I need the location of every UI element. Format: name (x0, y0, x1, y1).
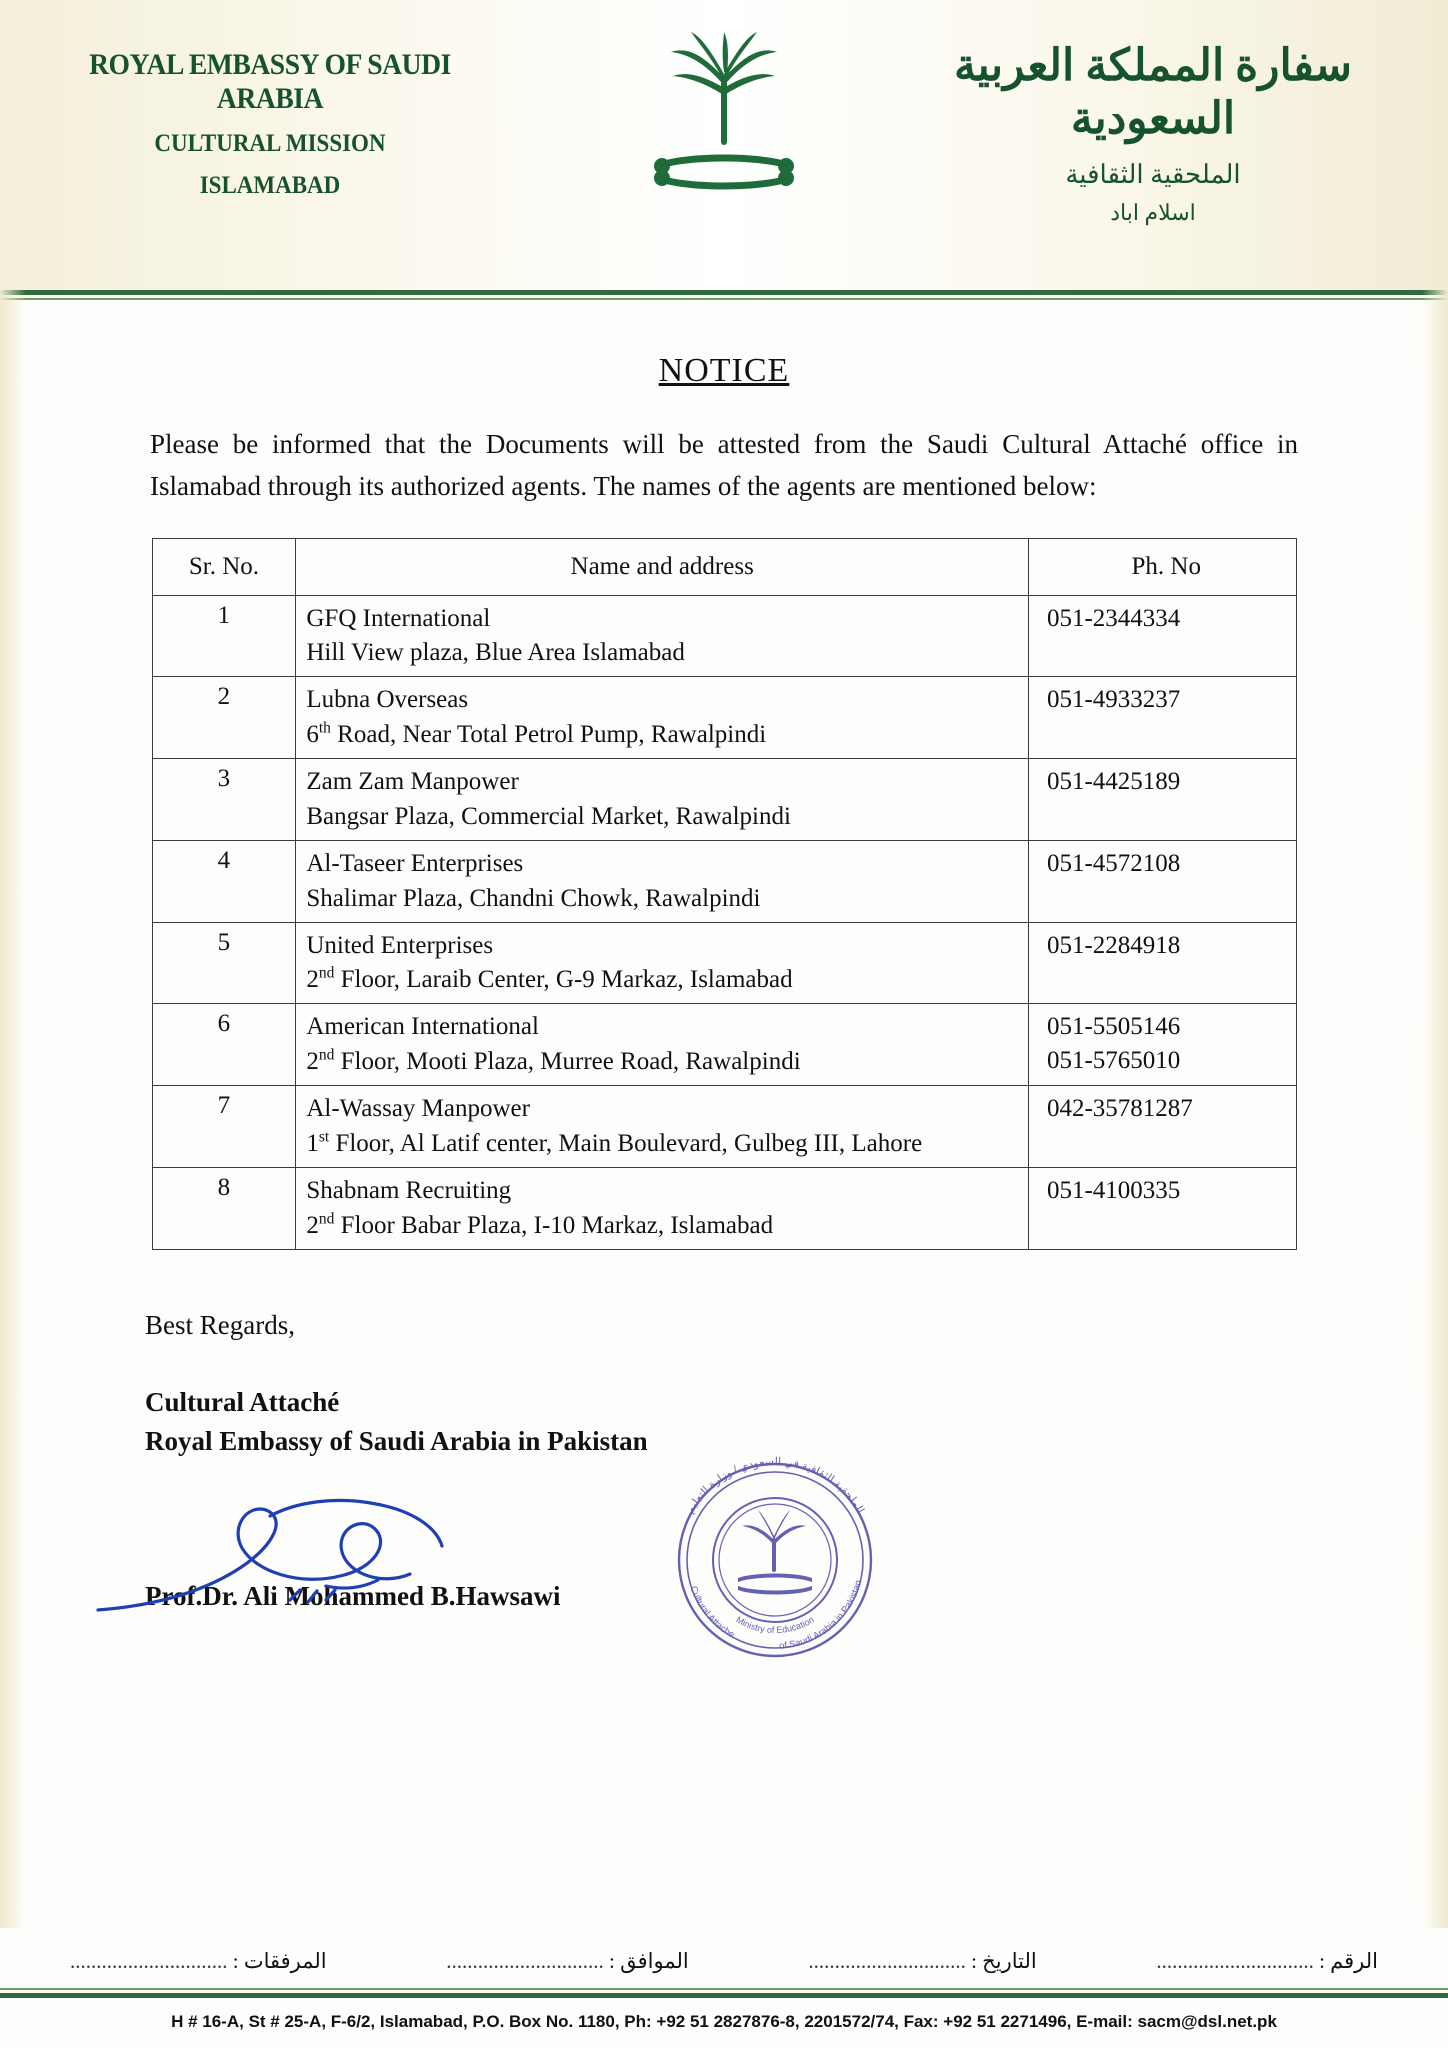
phone-number-secondary: 051-5765010 (1046, 1047, 1181, 1075)
agent-name: Lubna Overseas (306, 686, 469, 714)
signer-title-line1: Cultural Attaché (145, 1386, 340, 1417)
cell-sr: 5 (152, 922, 296, 1004)
cell-phone (1028, 759, 1296, 841)
agent-name: Shabnam Recruiting (306, 1176, 512, 1204)
agent-name: Al-Wassay Manpower (306, 1095, 530, 1123)
table-body (152, 595, 1296, 1249)
field-attachments-label: المرفقات : (232, 1949, 327, 1973)
address-ordinal: nd (318, 965, 335, 983)
cell-phone (1028, 1167, 1296, 1249)
address-ordinal: nd (318, 1210, 335, 1228)
page-title: NOTICE (658, 352, 790, 389)
cell-name-address (296, 759, 1029, 841)
table-row (152, 1167, 1296, 1249)
address-prefix: 2 (306, 966, 319, 994)
field-number-label: الرقم : (1319, 1949, 1378, 1973)
address-ordinal: th (318, 719, 331, 737)
stamp-inner-top-text: Cultural Attache (687, 1584, 737, 1641)
cell-phone (1028, 922, 1296, 1004)
field-number-dots: .............................. (1156, 1949, 1314, 1973)
letterhead-english-block (60, 48, 480, 200)
agent-address (306, 962, 1018, 997)
agent-name: Al-Taseer Enterprises (306, 849, 524, 877)
address-prefix: 2 (306, 1048, 319, 1076)
stamp-inner-bottom-text: of Saudi Arabia in Pakistan (778, 1578, 865, 1652)
authorized-agents-table (152, 538, 1297, 1250)
agent-address (306, 1208, 1018, 1243)
cell-sr: 8 (152, 1167, 296, 1249)
agent-name: United Enterprises (306, 931, 494, 959)
signer-name: Prof.Dr. Ali Mohammed B.Hawsawi (145, 1580, 561, 1611)
cell-sr: 4 (152, 840, 296, 922)
phone-number: 051-2284918 (1046, 931, 1181, 959)
mission-name-en: CULTURAL MISSION (154, 130, 386, 157)
cell-name-address (296, 677, 1029, 759)
table-row (152, 677, 1296, 759)
address-suffix: Floor, Al Latif center, Main Boulevard, Gulbeg III, Lahore (329, 1129, 923, 1157)
cell-sr: 3 (152, 759, 296, 841)
stamp-mid-text: Ministry of Education (734, 1614, 816, 1636)
agent-name: GFQ International (306, 604, 491, 632)
field-date-label: التاريخ : (971, 1949, 1037, 1973)
palm-and-swords-emblem-icon (629, 30, 819, 215)
field-corresponding-dots: .............................. (446, 1949, 604, 1973)
cell-phone (1028, 840, 1296, 922)
signer-title-line2: Royal Embassy of Saudi Arabia in Pakistan (145, 1425, 648, 1456)
svg-text:Ministry of Education (734, 1614, 815, 1635)
agent-address: Bangsar Plaza, Commercial Market, Rawalpindi (306, 802, 791, 830)
address-prefix: 1 (306, 1129, 319, 1157)
address-ordinal: nd (318, 1046, 335, 1064)
cell-phone (1028, 677, 1296, 759)
header-name-address: Name and address (296, 538, 1029, 595)
cell-sr: 2 (152, 677, 296, 759)
table-row (152, 595, 1296, 677)
field-number (1156, 1949, 1378, 1974)
agent-name: American International (306, 1013, 539, 1041)
phone-number: 051-2344334 (1046, 604, 1181, 632)
phone-number: 051-4572108 (1046, 849, 1181, 877)
official-stamp (660, 1450, 890, 1665)
table-row (152, 1086, 1296, 1168)
address-ordinal: st (318, 1128, 330, 1146)
cell-phone (1028, 595, 1296, 677)
field-date-dots: .............................. (808, 1949, 966, 1973)
address-suffix: Floor Babar Plaza, I-10 Markaz, Islamabad (334, 1211, 774, 1239)
footer (0, 1949, 1448, 2048)
document-body (0, 300, 1448, 1652)
svg-text:الملحقية الثقافية في السعودي / (684, 1456, 866, 1516)
mission-name-ar: الملحقية الثقافية (1065, 159, 1241, 189)
notice-paragraph: Please be informed that the Documents will be attested from the Saudi Cultural Attaché office in Islamabad through its authorized agents. The names of the agents are mentioned below: (150, 429, 1298, 501)
embassy-name-en: ROYAL EMBASSY OF SAUDI ARABIA (89, 48, 451, 115)
stamp-outer-text: الملحقية الثقافية في السعودي / وزارة التعليم (684, 1455, 867, 1516)
agent-name: Zam Zam Manpower (306, 768, 519, 796)
cell-name-address (296, 1167, 1029, 1249)
address-prefix: 2 (306, 1211, 319, 1239)
table-row (152, 759, 1296, 841)
table-row (152, 922, 1296, 1004)
cell-name-address (296, 922, 1029, 1004)
field-attachments-dots: .............................. (70, 1949, 228, 1973)
cell-phone (1028, 1004, 1296, 1086)
letterhead-arabic-block (913, 40, 1393, 226)
letterhead (0, 0, 1448, 290)
agent-address (306, 1126, 1018, 1161)
phone-number: 051-4933237 (1046, 686, 1181, 714)
header-sr-no: Sr. No. (152, 538, 296, 595)
field-attachments (70, 1949, 327, 1974)
embassy-name-ar: سفارة المملكة العربية السعودية (953, 41, 1353, 143)
table-header-row (152, 538, 1296, 595)
address-suffix: Road, Near Total Petrol Pump, Rawalpindi (330, 721, 767, 749)
table-row (152, 1004, 1296, 1086)
phone-number: 051-5505146 (1046, 1013, 1181, 1041)
best-regards: Best Regards, (145, 1309, 295, 1340)
cell-name-address (296, 595, 1029, 677)
handwritten-signature (90, 1490, 510, 1650)
cell-phone (1028, 1086, 1296, 1168)
address-suffix: Floor, Laraib Center, G-9 Markaz, Islamabad (334, 966, 793, 994)
cell-name-address (296, 1086, 1029, 1168)
cell-name-address (296, 840, 1029, 922)
phone-number: 051-4100335 (1046, 1176, 1181, 1204)
cell-sr: 6 (152, 1004, 296, 1086)
agent-address: Shalimar Plaza, Chandni Chowk, Rawalpindi (306, 884, 761, 912)
cell-sr: 7 (152, 1086, 296, 1168)
cell-sr: 1 (152, 595, 296, 677)
header-phone: Ph. No (1028, 538, 1296, 595)
footer-address: H # 16-A, St # 25-A, F-6/2, Islamabad, P.O. Box No. 1180, Ph: +92 51 2827876-8, 2201572/74, Fax: +92 51 2271496, E-mail: sacm@dsl.net.pk (171, 2012, 1277, 2031)
field-date (808, 1949, 1036, 1974)
city-name-en: ISLAMABAD (199, 172, 341, 199)
table-row (152, 840, 1296, 922)
field-corresponding (446, 1949, 688, 1974)
agent-address (306, 1044, 1018, 1079)
phone-number: 042-35781287 (1046, 1095, 1193, 1123)
field-corresponding-label: الموافق : (609, 1949, 689, 1973)
address-suffix: Floor, Mooti Plaza, Murree Road, Rawalpindi (334, 1048, 801, 1076)
footer-fields (0, 1949, 1448, 1988)
cell-name-address (296, 1004, 1029, 1086)
agent-address: Hill View plaza, Blue Area Islamabad (306, 639, 685, 667)
city-name-ar: اسلام اباد (1110, 199, 1196, 225)
phone-number: 051-4425189 (1046, 768, 1181, 796)
agent-address (306, 717, 1018, 752)
address-prefix: 6 (306, 721, 319, 749)
